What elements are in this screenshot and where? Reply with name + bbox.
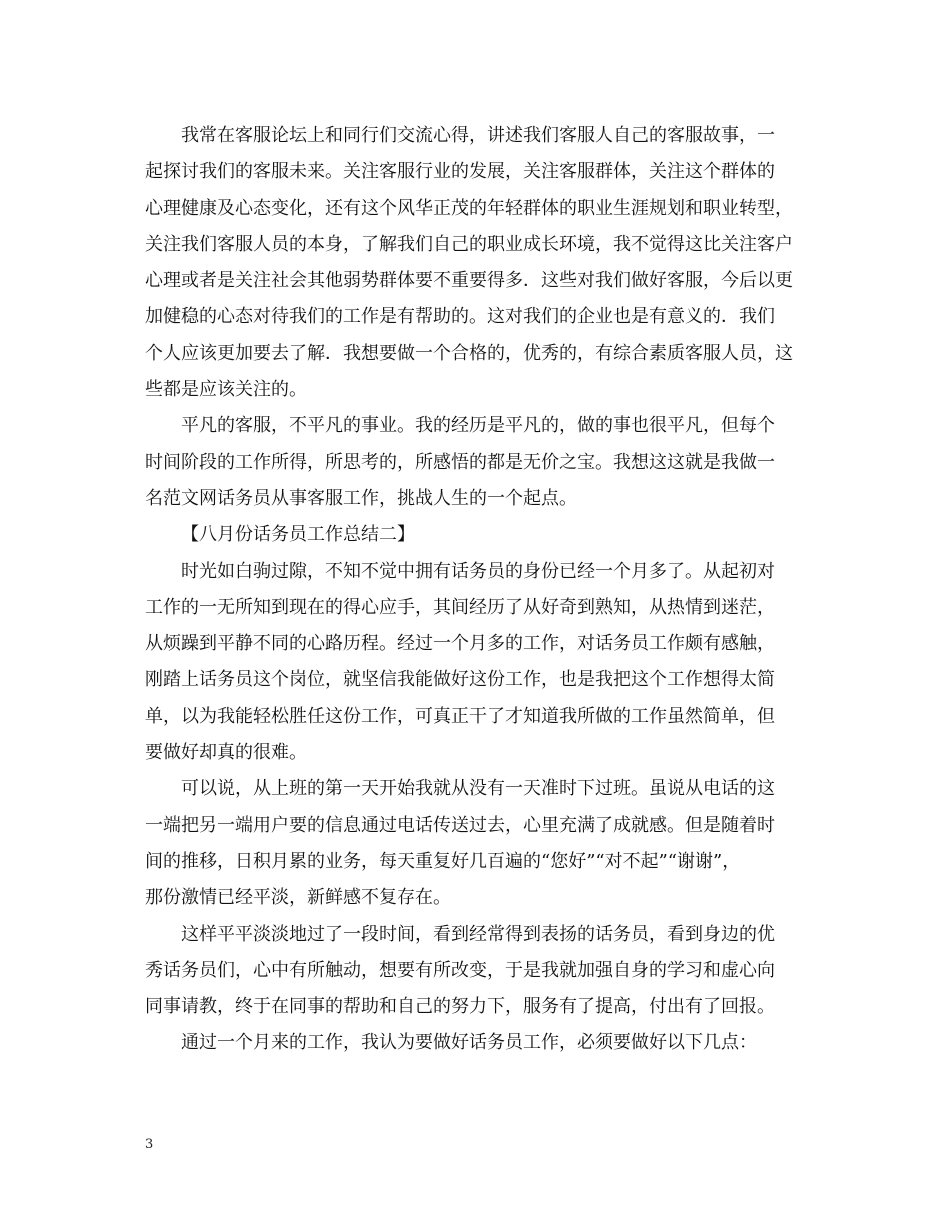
text-line: 心理或者是关注社会其他弱势群体要不重要得多．这些对我们做好客服，今后以更 — [145, 270, 793, 292]
text-line: 心理健康及心态变化，还有这个风华正茂的年轻群体的职业生涯规划和职业转型， — [145, 197, 793, 219]
text-line: 时光如白驹过隙，不知不觉中拥有话务员的身份已经一个月多了。从起初对 — [181, 560, 775, 582]
text-line: 从烦躁到平静不同的心路历程。经过一个月多的工作，对话务员工作颇有感触， — [145, 633, 775, 655]
text-line: 些都是应该关注的。 — [145, 379, 307, 401]
text-line: 一端把另一端用户要的信息通过电话传送过去，心里充满了成就感。但是随着时 — [145, 814, 775, 836]
page-number: 3 — [145, 1137, 154, 1152]
text-line: 要做好却真的很难。 — [145, 742, 307, 764]
text-line: 我常在客服论坛上和同行们交流心得，讲述我们客服人自己的客服故事，一 — [181, 125, 775, 146]
text-line: 可以说，从上班的第一天开始我就从没有一天准时下过班。虽说从电话的这 — [181, 778, 775, 800]
text-line: 时间阶段的工作所得，所思考的，所感悟的都是无价之宝。我想这这就是我做一 — [145, 451, 775, 473]
text-line: 加健稳的心态对待我们的工作是有帮助的。这对我们的企业也是有意义的．我们 — [145, 306, 775, 328]
text-line: 关注我们客服人员的本身，了解我们自己的职业成长环境，我不觉得这比关注客户 — [145, 233, 793, 255]
text-line: 间的推移，日积月累的业务，每天重复好几百遍的“您好”“对不起”“谢谢”， — [145, 850, 741, 872]
text-line: 这样平平淡淡地过了一段时间，看到经常得到表扬的话务员，看到身边的优 — [181, 923, 775, 945]
text-line: 平凡的客服，不平凡的事业。我的经历是平凡的，做的事也很平凡，但每个 — [181, 415, 775, 437]
text-line: 通过一个月来的工作，我认为要做好话务员工作，必须要做好以下几点： — [181, 1032, 757, 1054]
text-line: 那份激情已经平淡，新鲜感不复存在。 — [145, 887, 451, 909]
text-line: 起探讨我们的客服未来。关注客服行业的发展，关注客服群体，关注这个群体的 — [145, 161, 775, 183]
text-line: 名范文网话务员从事客服工作，挑战人生的一个起点。 — [145, 487, 577, 509]
text-line: 同事请教，终于在同事的帮助和自己的努力下，服务有了提高，付出有了回报。 — [145, 996, 775, 1018]
text-line: 秀话务员们，心中有所触动，想要有所改变，于是我就加强自身的学习和虚心向 — [145, 959, 775, 981]
text-line: 个人应该更加要去了解．我想要做一个合格的，优秀的，有综合素质客服人员，这 — [145, 342, 793, 364]
text-line: 刚踏上话务员这个岗位，就坚信我能做好这份工作，也是我把这个工作想得太简 — [145, 669, 775, 691]
text-line: 工作的一无所知到现在的得心应手，其间经历了从好奇到熟知，从热情到迷茫， — [145, 596, 775, 618]
text-line: 单，以为我能轻松胜任这份工作，可真正干了才知道我所做的工作虽然简单，但 — [145, 705, 775, 727]
document-body — [145, 118, 808, 1062]
text-line: 【八月份话务员工作总结二】 — [181, 524, 415, 546]
